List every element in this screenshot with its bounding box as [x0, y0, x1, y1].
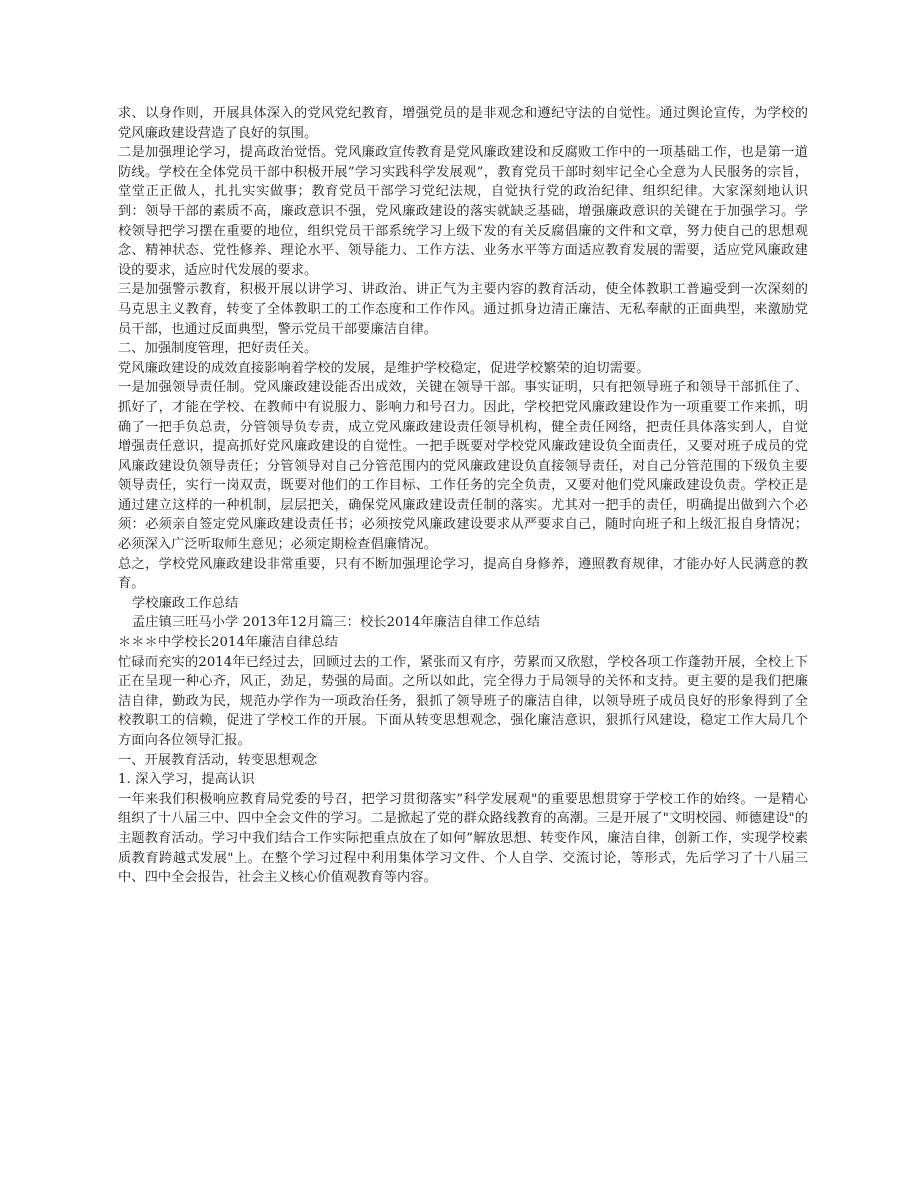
paragraph-study-campaign: 一年来我们积极响应教育局党委的号召，把学习贯彻落实”科学发展观"的重要思想贯穿于学校工作的始终。一是精心组织了十八届三中、四中全会文件的学习。二是掀起了党的群众路线教育的高潮。三是开展了"文明校园、师德建设"的主题教育活动。学习中我们结合工作实际把重点放在了如何”解放思想、转变作风，廉洁自律，创新工作，实现学校素质教育跨越式发展"上。在整个学习过程中利用集体学习文件、个人自学、交流讨论，等形式，先后学习了十八届三中、四中全会报告，社会主义核心价值观教育等内容。 [118, 791, 808, 886]
paragraph-party-discipline-education: 求、以身作则，开展具体深入的党风党纪教育，增强党员的是非观念和遵纪守法的自觉性。通过舆论宣传，为学校的党风廉政建设营造了良好的氛围。 [118, 106, 808, 141]
paragraph-leadership-responsibility: 一是加强领导责任制。党风廉政建设能否出成效，关键在领导干部。事实证明，只有把领导班子和领导干部抓住了、抓好了，才能在学校、在教师中有说服力、影响力和号召力。因此，学校把党风廉政建设作为一项重要工作来抓，明确了一把手负总责，分管领导负专责，成立党风廉政建设责任领导机构，健全责任网络，把责任具体落实到人，自觉增强责任意识，提高抓好党风廉政建设的自觉性。一把手既要对学校党风廉政建设负全面责任，又要对班子成员的党风廉政建设负领导责任；分管领导对自己分管范围内的党风廉政建设负直接领导责任，对自己分管范围的下级负主要领导责任，实行一岗双责，既要对他们的工作目标、工作任务的完全负责，又要对他们党风廉政建设负责。学校正是通过建立这样的一种机制，层层把关，确保党风廉政建设责任制的落实。尤其对一把手的责任，明确提出做到六个必须：必须亲自签定党风廉政建设责任书；必须按党风廉政建设要求从严要求自己，随时向班子和上级汇报自身情况；必须深入广泛听取师生意见；必须定期检查倡廉情况。 [118, 380, 808, 553]
subheading-deep-study: 1. 深入学习，提高认识 [118, 772, 255, 788]
paragraph-theory-study: 二是加强理论学习，提高政治觉悟。党风廉政宣传教育是党风廉政建设和反腐败工作中的一项基础工作，也是第一道防线。学校在全体党员干部中积极开展”学习实践科学发展观”，教育党员干部时刻牢记全心全意为人民服务的宗旨，堂堂正正做人，扎扎实实做事；教育党员干部学习党纪法规，自觉执行党的政治纪律、组织纪律。大家深刻地认识到：领导干部的素质不高，廉政意识不强，党风廉政建设的落实就缺乏基础，增强廉政意识的关键在于加强学习。学校领导把学习摆在重要的地位，组织党员干部系统学习上级下发的有关反腐倡廉的文件和文章，努力使自己的思想观念、精神状态、党性修养、理论水平、领导能力、工作方法、业务水平等方面适应教育发展的需要，适应党风廉政建设的要求，适应时代发展的要求。 [118, 145, 808, 278]
paragraph-warning-education: 三是加强警示教育，积极开展以讲学习、讲政治、讲正气为主要内容的教育活动，使全体教职工普遍受到一次深刻的马克思主义教育，转变了全体教职工的工作态度和工作作风。通过抓身边清正廉洁、无私奉献的正面典型，来激励党员干部，也通过反面典型，警示党员干部要廉洁自律。 [118, 282, 808, 337]
document-source-line: 孟庄镇三旺马小学 2013年12月篇三：校长2014年廉洁自律工作总结 [132, 615, 541, 631]
paragraph-clean-government-effect: 党风廉政建设的成效直接影响着学校的发展，是维护学校稳定，促进学校繁荣的迫切需要。 [118, 360, 650, 376]
section-heading-system-management: 二、加强制度管理，把好责任关。 [118, 341, 318, 357]
section-heading-education-activities: 一、开展教育活动，转变思想观念 [118, 752, 318, 768]
document-title: 学校廉政工作总结 [132, 595, 239, 611]
document-body [118, 104, 808, 888]
paragraph-conclusion: 总之，学校党风廉政建设非常重要，只有不断加强理论学习，提高自身修养，遵照教育规律，才能办好人民满意的教育。 [118, 556, 808, 592]
paragraph-year-review: 忙碌而充实的2014年已经过去，回顾过去的工作，紧张而又有序，劳累而又欣慰，学校各项工作蓬勃开展，全校上下正在呈现一种心齐，风正，劲足，势强的局面。之所以如此，完全得力于局领导的关怀和支持。更主要的是我们把廉洁自律，勤政为民，规范办学作为一项政治任务，狠抓了领导班子的廉洁自律，以领导班子成员良好的形象得到了全校教职工的信赖，促进了学校工作的开展。下面从转变思想观念，强化廉洁意识，狠抓行风建设，稳定工作大局几个方面向各位领导汇报。 [118, 654, 808, 748]
summary-title: ＊＊＊中学校长2014年廉洁自律总结 [118, 635, 338, 651]
